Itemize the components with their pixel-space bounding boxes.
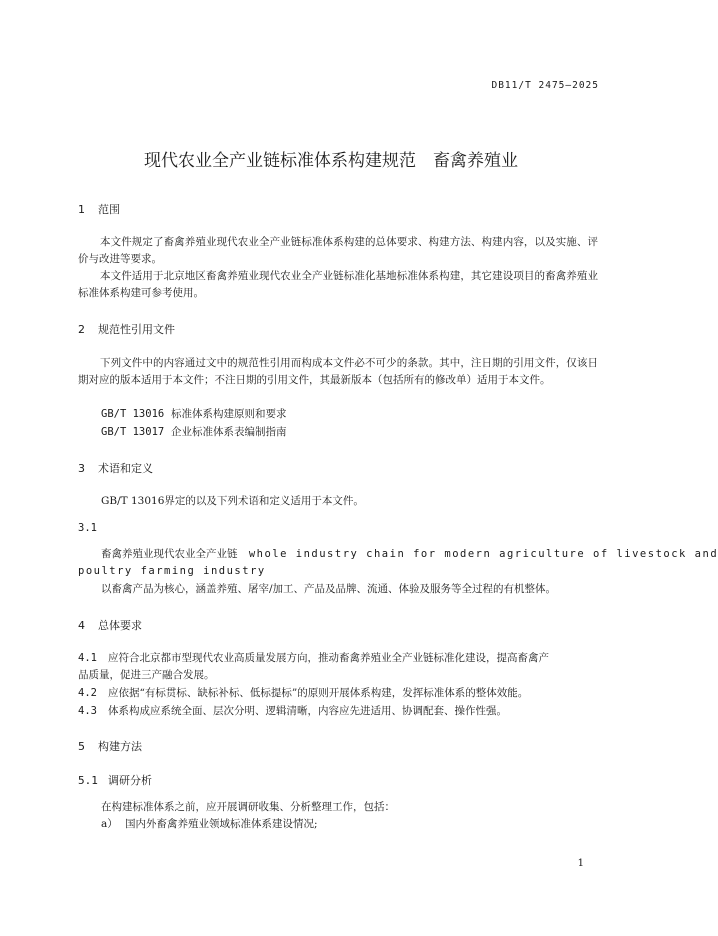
subsection-number: 5.1 — [78, 774, 98, 787]
term-name: 畜禽养殖业现代农业全产业链 — [101, 548, 238, 560]
item-number: 4.1 — [78, 652, 97, 664]
list-item-a — [101, 816, 318, 832]
section-title: 范围 — [98, 203, 120, 216]
section-number: 4 — [78, 619, 85, 632]
item-text: 体系构成应系统全面、层次分明、逻辑清晰，内容应先进适用、协调配套、操作性强。 — [108, 705, 507, 717]
requirement-item — [78, 685, 528, 701]
section-3-heading — [78, 460, 153, 476]
item-number: 4.3 — [78, 705, 97, 717]
section-number: 1 — [78, 203, 85, 216]
section-1-paragraph-2: 本文件适用于北京地区畜禽养殖业现代农业全产业链标准化基地标准体系构建，其它建设项目的畜禽养殖业标准体系构建可参考使用。 — [78, 270, 598, 299]
term-number: 3.1 — [78, 522, 97, 534]
subsection-5-1-heading — [78, 772, 152, 788]
term-heading — [101, 546, 718, 562]
standard-code: DB11/T 2475—2025 — [491, 80, 599, 91]
section-5-paragraph-1: 在构建标准体系之前，应开展调研收集、分析整理工作，包括： — [101, 801, 395, 813]
section-number: 3 — [78, 462, 85, 475]
section-title: 术语和定义 — [98, 462, 153, 475]
section-1-heading — [78, 201, 120, 217]
item-number: 4.2 — [78, 687, 97, 699]
section-5-heading — [78, 738, 142, 754]
section-2-paragraph-1: 下列文件中的内容通过文中的规范性引用而构成本文件必不可少的条款。其中，注日期的引用文件，仅该日期对应的版本适用于本文件；不注日期的引用文件，其最新版本（包括所有的修改单）适用于本文件。 — [78, 357, 598, 386]
requirement-item — [78, 703, 507, 719]
item-text: 应依据“有标贯标、缺标补标、低标提标”的原则开展体系构建，发挥标准体系的整体效能。 — [108, 687, 529, 699]
section-4-heading — [78, 617, 142, 633]
page-number: 1 — [577, 858, 584, 869]
term-english-name-continued: poultry farming industry — [78, 565, 266, 577]
requirement-item-continued: 品质量，促进三产融合发展。 — [78, 669, 215, 681]
list-marker: a） — [101, 818, 118, 830]
requirement-item — [78, 650, 549, 666]
reference-code: GB/T 13016 — [101, 408, 165, 420]
section-title: 规范性引用文件 — [98, 323, 175, 336]
section-number: 5 — [78, 740, 85, 753]
list-item-text: 国内外畜禽养殖业领域标准体系建设情况; — [125, 818, 318, 830]
section-2-heading — [78, 321, 175, 337]
section-title: 构建方法 — [98, 740, 142, 753]
term-english-name: whole industry chain for modern agriculture of livestock and — [248, 548, 718, 560]
document-title: 现代农业全产业链标准体系构建规范 畜禽养殖业 — [144, 151, 518, 171]
section-number: 2 — [78, 323, 85, 336]
section-title: 总体要求 — [98, 619, 142, 632]
reference-item — [101, 406, 287, 422]
subsection-title: 调研分析 — [108, 774, 152, 787]
reference-title: 标准体系构建原则和要求 — [171, 408, 287, 420]
reference-title: 企业标准体系表编制指南 — [171, 426, 287, 438]
term-definition: 以畜禽产品为核心，涵盖养殖、屠宰/加工、产品及品牌、流通、体验及服务等全过程的有机整体。 — [101, 583, 557, 595]
reference-item — [101, 424, 287, 440]
item-text: 应符合北京都市型现代农业高质量发展方向，推动畜禽养殖业全产业链标准化建设，提高畜禽产 — [108, 652, 549, 664]
section-3-paragraph-1: GB/T 13016界定的以及下列术语和定义适用于本文件。 — [101, 495, 364, 507]
section-1-paragraph-1: 本文件规定了畜禽养殖业现代农业全产业链标准体系构建的总体要求、构建方法、构建内容，以及实施、评价与改进等要求。 — [78, 236, 598, 265]
reference-code: GB/T 13017 — [101, 426, 165, 438]
